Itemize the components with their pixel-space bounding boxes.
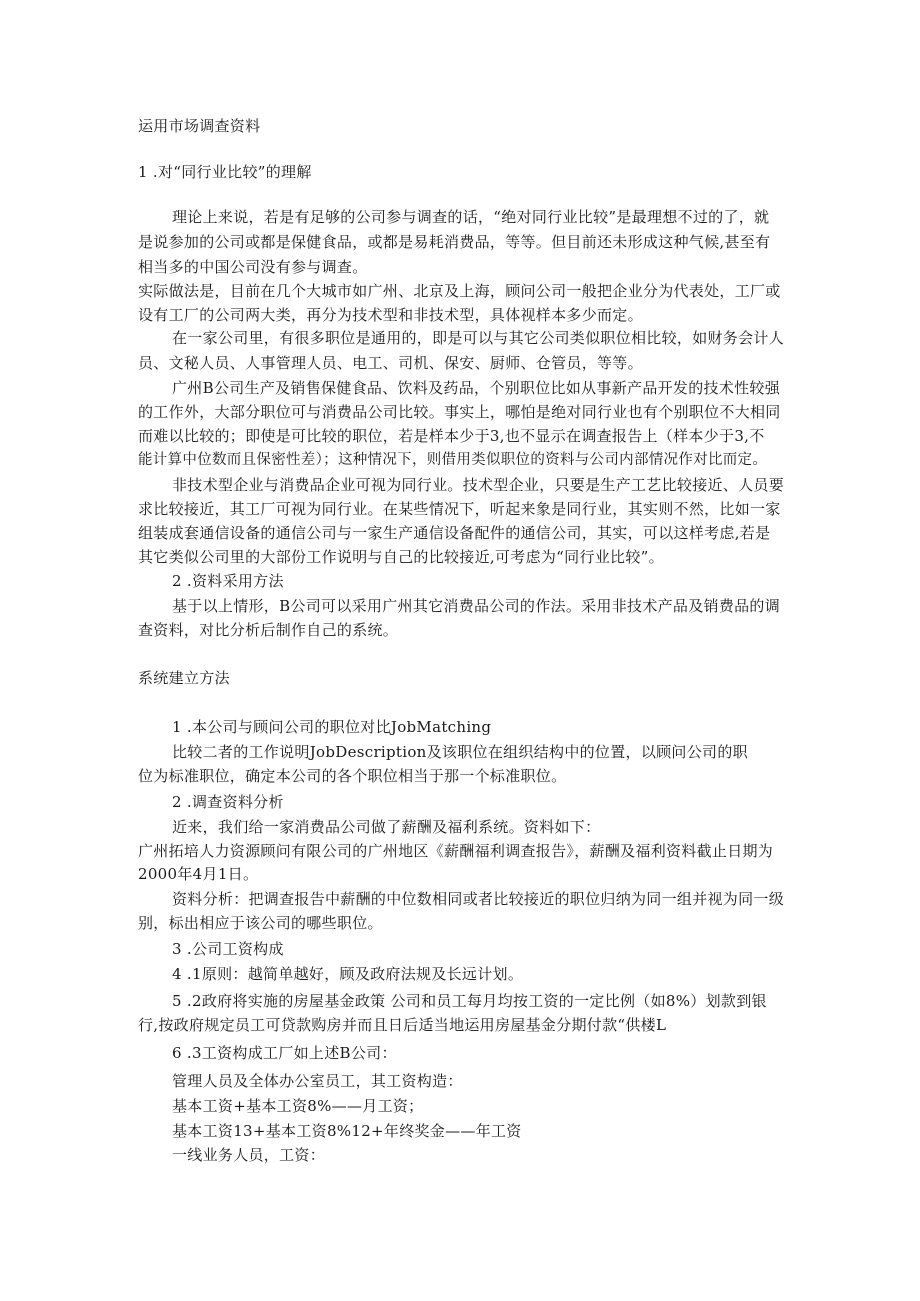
paragraph-line: 广州B公司生产及销售保健食品、饮料及药品，个别职位比如从事新产品开发的技术性较强 <box>172 379 781 397</box>
paragraph-line: 行,按政府规定员工可贷款购房并而且日后适当地运用房屋基金分期付款“供楼L <box>138 1016 667 1034</box>
item2-heading: 2 .调查资料分析 <box>172 793 284 811</box>
paragraph-line: 别，标出相应于该公司的哪些职位。 <box>138 914 383 932</box>
paragraph-line: 广州拓培人力资源顾问有限公司的广州地区《薪酬福利调查报告》，薪酬及福利资料截止日期为 <box>138 842 774 860</box>
paragraph-line: 基本工资+基本工资8%——月工资； <box>172 1097 424 1115</box>
paragraph-line: 在一家公司里，有很多职位是通用的，即是可以与其它公司类似职位相比较，如财务会计人 <box>172 329 785 347</box>
paragraph-line: 基于以上情形，B公司可以采用广州其它消费品公司的作法。采用非技术产品及销费品的调 <box>172 597 781 615</box>
paragraph-line: 资料分析：把调查报告中薪酬的中位数相同或者比较接近的职位归纳为同一组并视为同一级 <box>172 890 785 908</box>
paragraph-line: 比较二者的工作说明JobDescription及该职位在组织结构中的位置，以顾问公司的职 <box>172 743 748 761</box>
paragraph-line: 能计算中位数而且保密性差）；这种情况下，则借用类似职位的资料与公司内部情况作对比而定。 <box>138 452 768 468</box>
item1-heading: 1 .本公司与顾问公司的职位对比JobMatching <box>172 718 492 736</box>
paragraph-line: 相当多的中国公司没有参与调查。 <box>138 258 368 276</box>
paragraph-line: 5 .2政府将实施的房屋基金政策 公司和员工每月均按工资的一定比例（如8%）划款到银 <box>172 992 767 1010</box>
paragraph-line: 2000年4月1日。 <box>138 865 259 883</box>
paragraph-line: 员、文秘人员、人事管理人员、电工、司机、保安、厨师、仓管员，等等。 <box>138 354 643 372</box>
item4-heading: 4 .1原则：越简单越好，顾及政府法规及长远计划。 <box>172 965 524 983</box>
section2-heading: 2 .资料采用方法 <box>172 572 284 590</box>
item6-heading: 6 .3工资构成工厂如上述B公司： <box>172 1044 397 1062</box>
paragraph-line: 是说参加的公司或都是保健食品，或都是易耗消费品，等等。但目前还未形成这种气候,甚至有 <box>138 233 771 251</box>
document-title: 运用市场调查资料 <box>138 117 261 135</box>
paragraph-line: 组装成套通信设备的通信公司与一家生产通信设备配件的通信公司，其实，可以这样考虑,若是 <box>138 524 771 542</box>
paragraph-line: 查资料，对比分析后制作自己的系统。 <box>138 621 399 639</box>
system-heading: 系统建立方法 <box>138 669 230 687</box>
item3-heading: 3 .公司工资构成 <box>172 940 284 958</box>
paragraph-line: 而难以比较的；即使是可比较的职位，若是样本少于3,也不显示在调查报告上（样本少于3,不 <box>138 427 765 445</box>
paragraph-line: 基本工资13+基本工资8%12+年终奖金——年工资 <box>172 1122 522 1140</box>
paragraph-line: 位为标准职位，确定本公司的各个职位相当于那一个标准职位。 <box>138 767 567 785</box>
section1-heading: 1 .对“同行业比较”的理解 <box>138 163 312 181</box>
paragraph-line: 其它类似公司里的大部份工作说明与自己的比较接近,可考虑为“同行业比较”。 <box>138 548 664 566</box>
paragraph-line: 的工作外，大部分职位可与消费品公司比较。事实上，哪怕是绝对同行业也有个别职位不大相同 <box>138 403 781 421</box>
paragraph-line: 设有工厂的公司两大类，再分为技术型和非技术型，具体视样本多少而定。 <box>138 306 643 324</box>
paragraph-line: 管理人员及全体办公室员工，其工资构造： <box>172 1072 463 1090</box>
paragraph-line: 理论上来说，若是有足够的公司参与调查的话，“绝对同行业比较”是最理想不过的了，就 <box>172 208 770 226</box>
paragraph-line: 近来，我们给一家消费品公司做了薪酬及福利系统。资料如下： <box>172 818 601 836</box>
paragraph-line: 求比较接近，其工厂可视为同行业。在某些情况下，听起来象是同行业，其实则不然，比如一家 <box>138 500 781 518</box>
paragraph-line: 一线业务人员，工资： <box>172 1146 326 1164</box>
paragraph-line: 实际做法是，目前在几个大城市如广州、北京及上海，顾问公司一般把企业分为代表处，工厂或 <box>138 282 781 300</box>
paragraph-line: 非技术型企业与消费品企业可视为同行业。技术型企业，只要是生产工艺比较接近、人员要 <box>172 476 785 494</box>
